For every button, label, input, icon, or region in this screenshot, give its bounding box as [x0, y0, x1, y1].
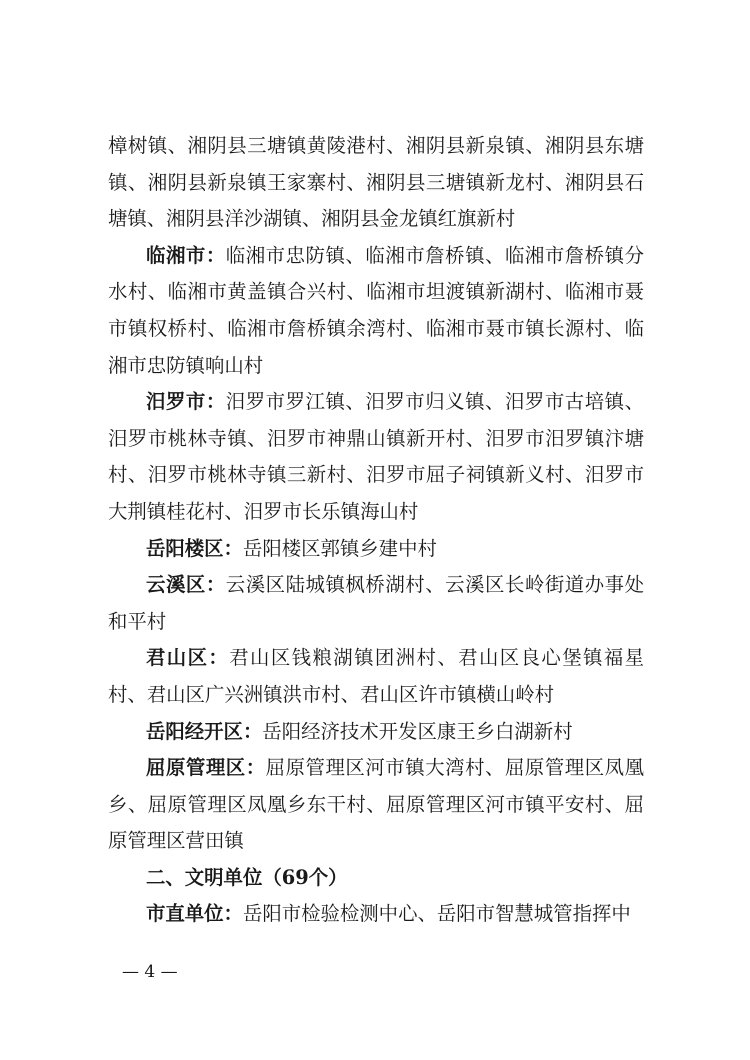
paragraph-yueyanglou	[108, 531, 644, 568]
document-body	[108, 128, 644, 933]
paragraph-text: 岳阳楼区郭镇乡建中村	[242, 536, 437, 560]
paragraph-label: 临湘市：	[146, 243, 226, 267]
paragraph-text: 岳阳经济技术开发区康王乡白湖新村	[262, 719, 573, 743]
paragraph-junshan	[108, 640, 644, 713]
paragraph-text: 樟树镇、湘阴县三塘镇黄陵港村、湘阴县新泉镇、湘阴县东塘镇、湘阴县新泉镇王家寨村、湘阴县三塘镇新龙村、湘阴县石塘镇、湘阴县洋沙湖镇、湘阴县金龙镇红旗新村	[108, 134, 644, 231]
paragraph-text: 云溪区陆城镇枫桥湖村、云溪区长岭街道办事处和平村	[108, 573, 645, 633]
paragraph-yunxi	[108, 567, 644, 640]
paragraph-label: 岳阳楼区：	[146, 536, 243, 560]
paragraph-text: 君山区钱粮湖镇团洲村、君山区良心堡镇福星村、君山区广兴洲镇洪市村、君山区许市镇横山岭村	[108, 646, 645, 706]
paragraph-linxiang	[108, 238, 644, 384]
section-heading: 二、文明单位（69个）	[146, 865, 348, 889]
paragraph-shizhi	[108, 896, 644, 933]
paragraph-label: 云溪区：	[146, 573, 226, 597]
paragraph-label: 岳阳经开区：	[146, 719, 263, 743]
paragraph-text: 汨罗市罗江镇、汨罗市归义镇、汨罗市古培镇、汨罗市桃林寺镇、汨罗市神鼎山镇新开村、汨罗市汨罗镇汴塘村、汨罗市桃林寺镇三新村、汨罗市屈子祠镇新义村、汨罗市大荆镇桂花村、汨罗市长乐镇海山村	[108, 390, 645, 523]
paragraph-label: 君山区：	[146, 646, 230, 670]
page-number: — 4 —	[122, 962, 178, 982]
paragraph-label: 汨罗市：	[146, 390, 226, 414]
paragraph-label: 市直单位：	[146, 902, 243, 926]
paragraph-label: 屈原管理区：	[146, 756, 266, 780]
paragraph-quyuan	[108, 750, 644, 860]
paragraph-text: 岳阳市检验检测中心、岳阳市智慧城管指挥中	[242, 902, 631, 926]
paragraph-text: 屈原管理区河市镇大湾村、屈原管理区凤凰乡、屈原管理区凤凰乡东干村、屈原管理区河市镇平安村、屈原管理区营田镇	[108, 756, 645, 853]
paragraph-text: 临湘市忠防镇、临湘市詹桥镇、临湘市詹桥镇分水村、临湘市黄盖镇合兴村、临湘市坦渡镇新湖村、临湘市聂市镇权桥村、临湘市詹桥镇余湾村、临湘市聂市镇长源村、临湘市忠防镇响山村	[108, 243, 645, 377]
paragraph-continuation	[108, 128, 644, 238]
paragraph-jingkai	[108, 714, 644, 751]
paragraph-miluo	[108, 384, 644, 530]
